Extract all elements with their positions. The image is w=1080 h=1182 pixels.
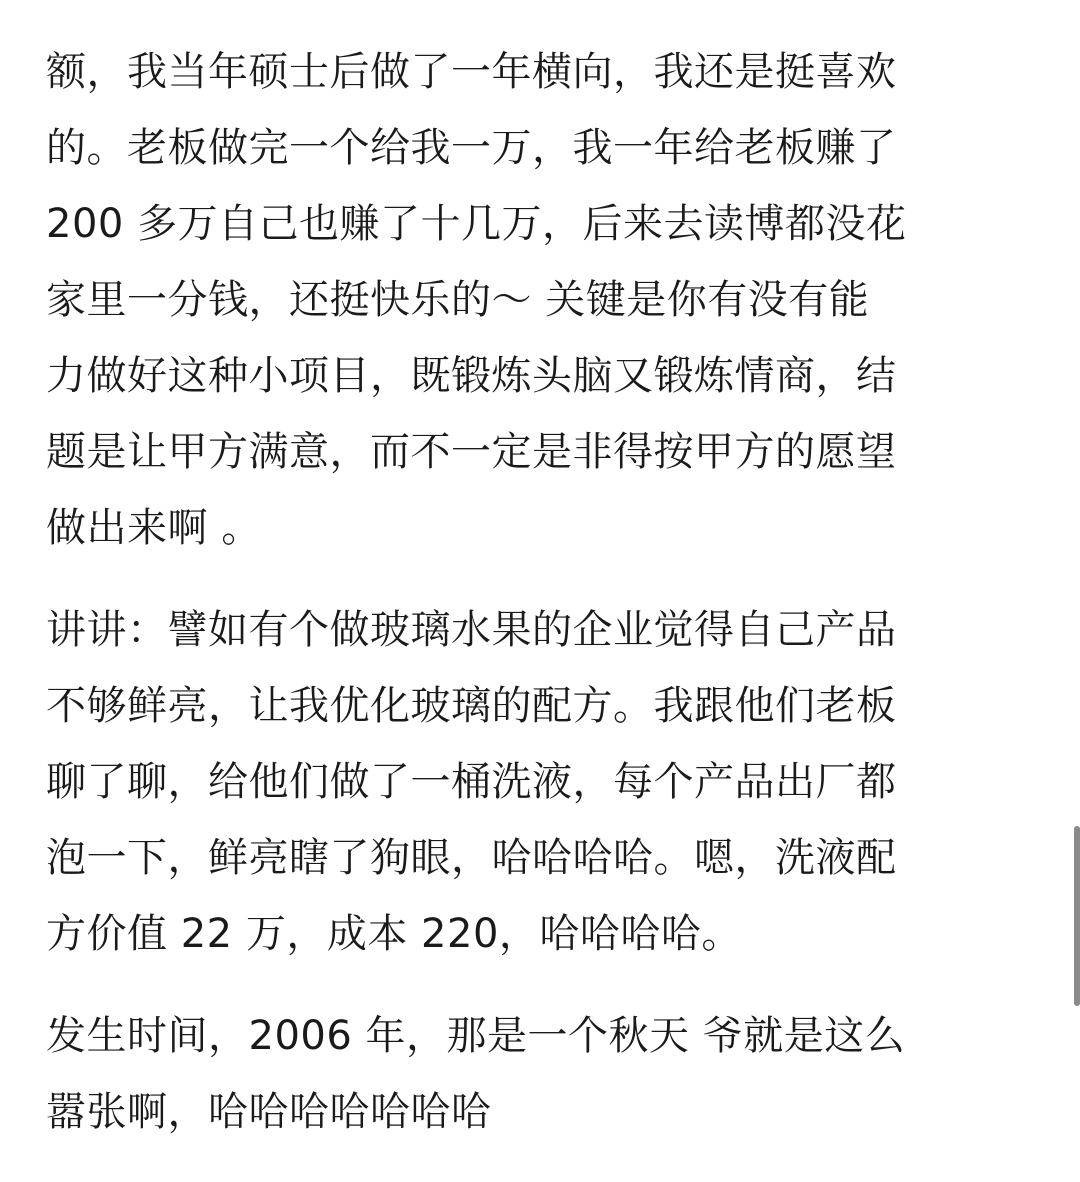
text-line: 发生时间，2006 年，那是一个秋天 爷就是这么 (46, 1013, 906, 1059)
paragraph-1 (46, 34, 1046, 566)
text-line: 额，我当年硕士后做了一年横向，我还是挺喜欢 (46, 49, 897, 95)
scrollbar-thumb[interactable] (1074, 826, 1080, 1006)
text-line: 家里一分钱，还挺快乐的～ 关键是你有没有能 (46, 277, 870, 323)
text-line: 力做好这种小项目，既锻炼头脑又锻炼情商，结 (46, 353, 897, 399)
text-line: 200 多万自己也赚了十几万，后来去读博都没花 (46, 201, 907, 247)
text-line: 聊了聊，给他们做了一桶洗液，每个产品出厂都 (46, 759, 897, 805)
text-line: 嚣张啊，哈哈哈哈哈哈哈 (46, 1089, 492, 1135)
text-line: 的。老板做完一个给我一万，我一年给老板赚了 (46, 125, 897, 171)
text-line: 做出来啊 。 (46, 505, 262, 551)
post-content (46, 34, 1046, 1150)
text-line: 泡一下，鲜亮瞎了狗眼，哈哈哈哈。嗯，洗液配 (46, 835, 897, 881)
paragraph-3 (46, 998, 1046, 1150)
text-line: 讲讲：譬如有个做玻璃水果的企业觉得自己产品 (46, 607, 897, 653)
text-line: 题是让甲方满意，而不一定是非得按甲方的愿望 (46, 429, 897, 475)
text-line: 不够鲜亮，让我优化玻璃的配方。我跟他们老板 (46, 683, 897, 729)
paragraph-2 (46, 592, 1046, 972)
text-line: 方价值 22 万，成本 220，哈哈哈哈。 (46, 911, 742, 957)
